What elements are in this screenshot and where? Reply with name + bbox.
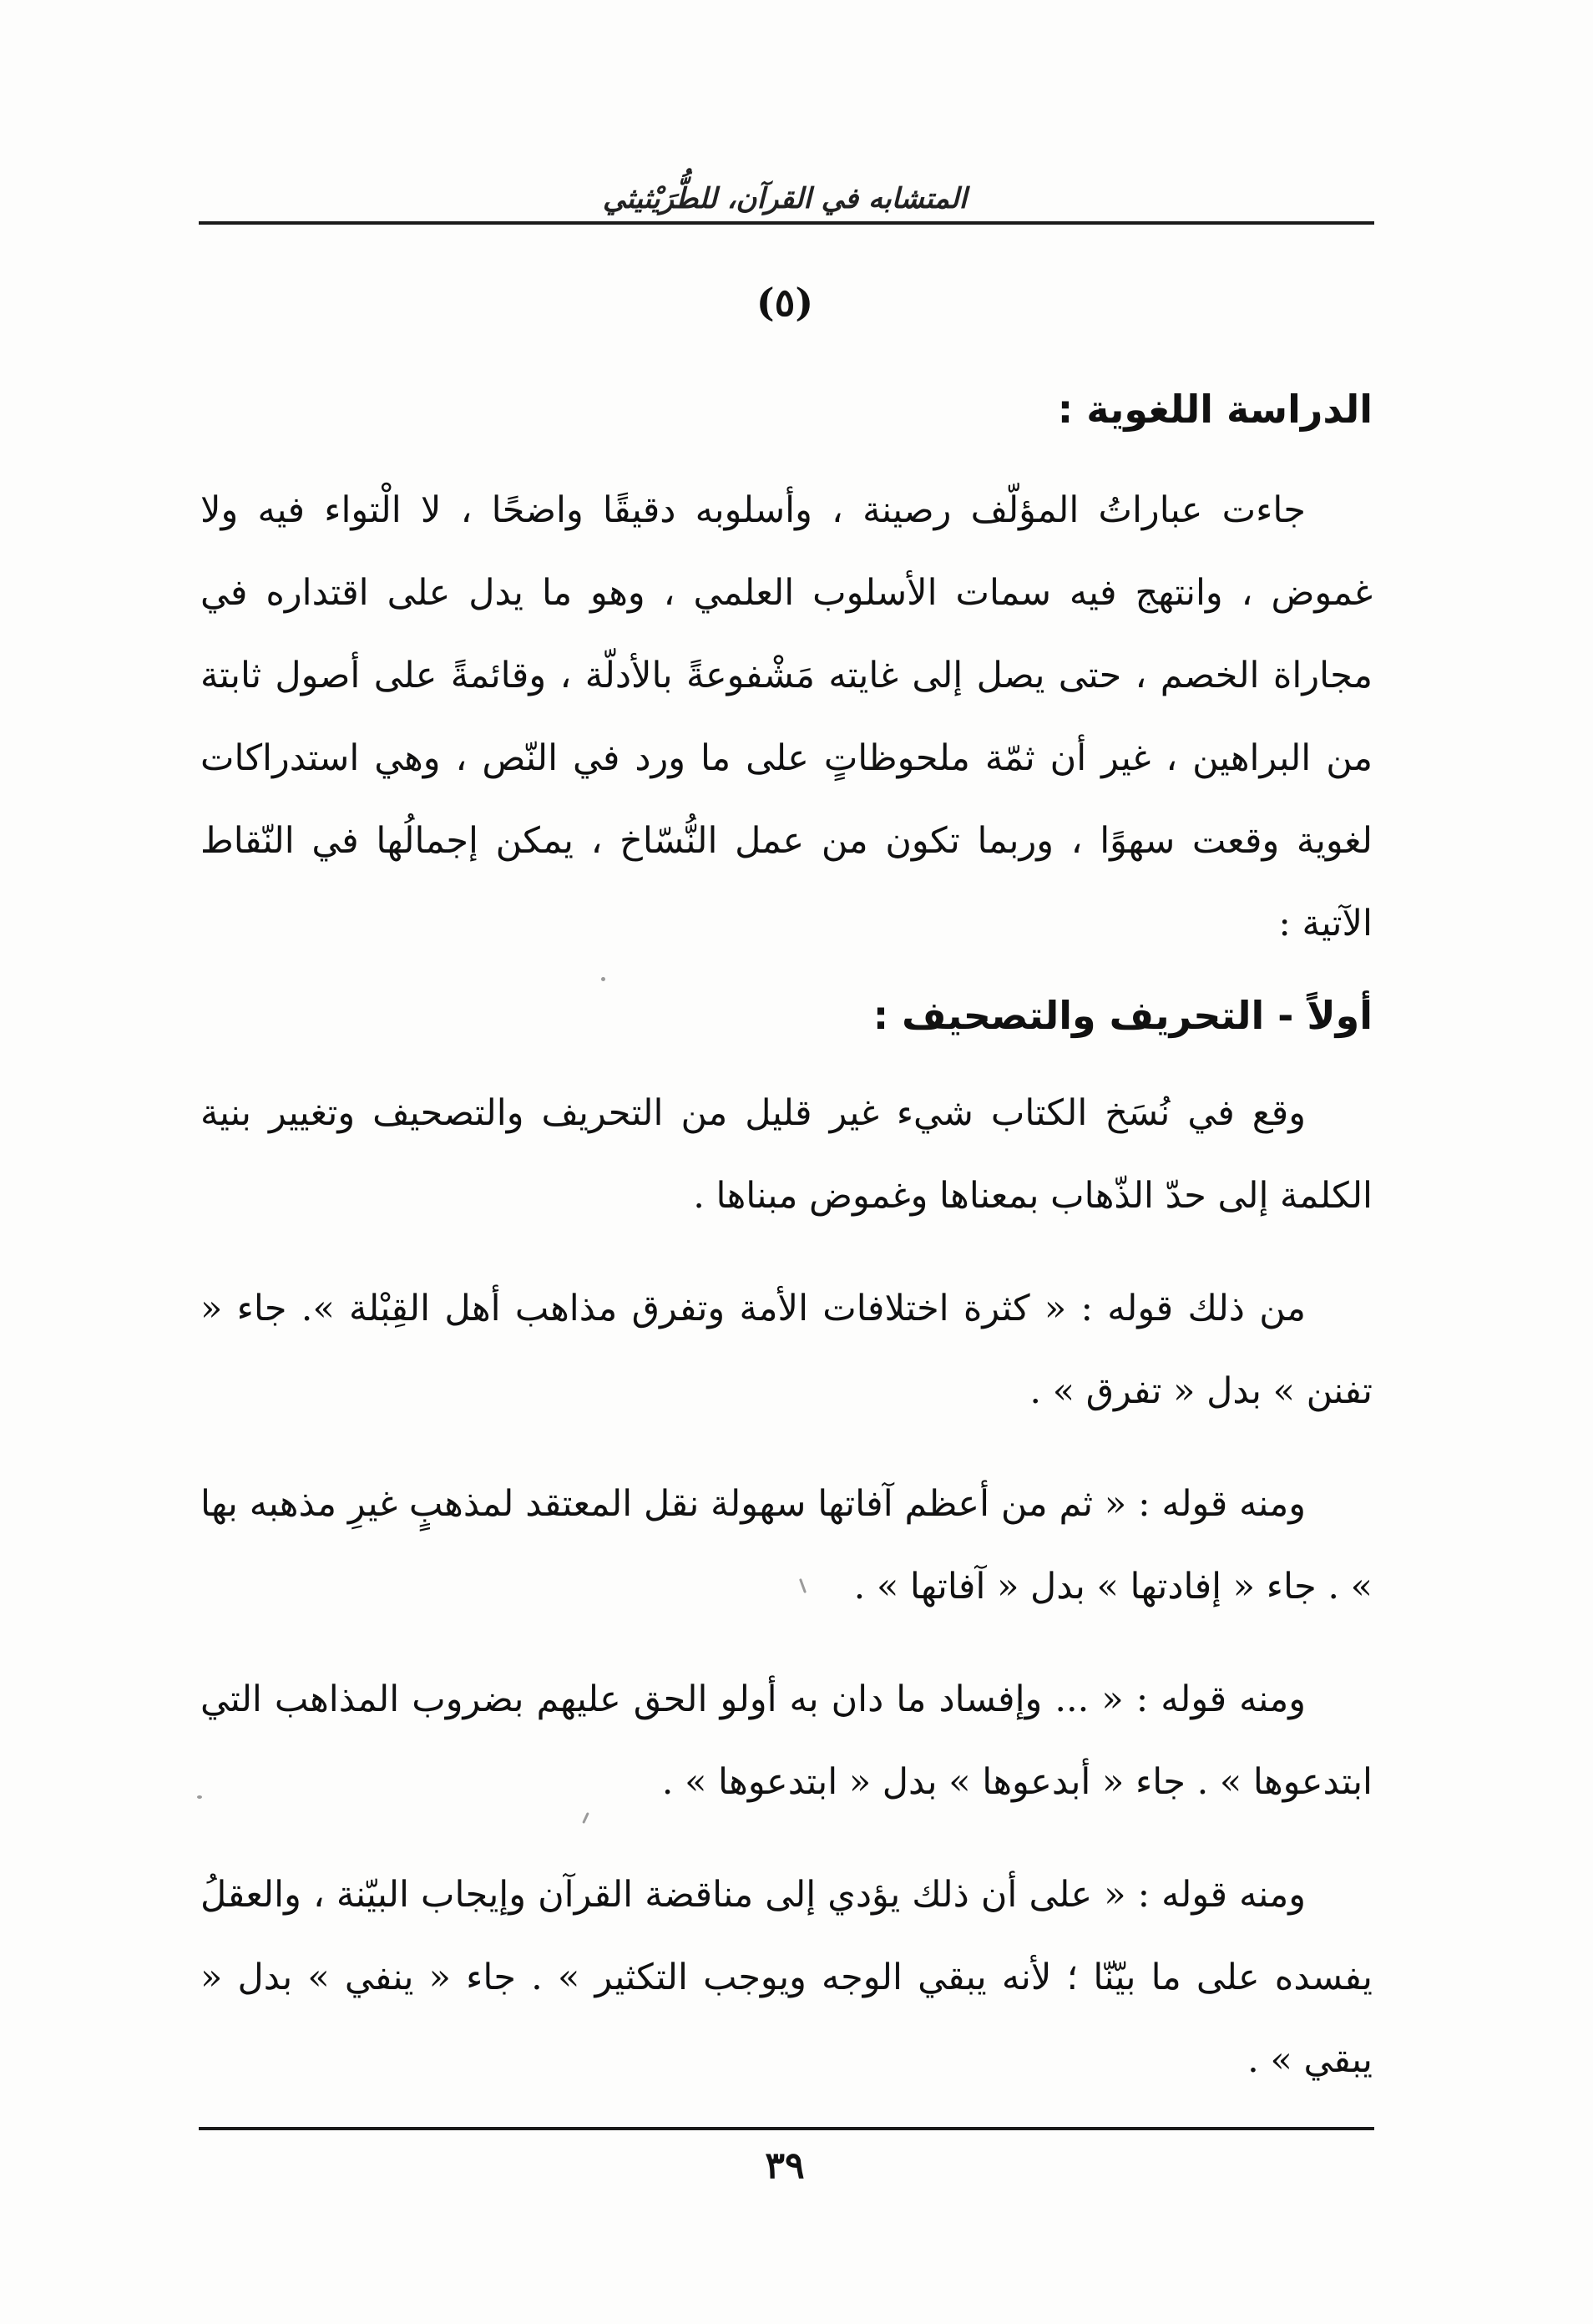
header-rule — [199, 221, 1374, 225]
paragraph-4: ومنه قوله : « ثم من أعظم آفاتها سهولة نقل المعتقد لمذهبٍ غيرِ مذهبه بها » . جاء « إفادتها » بدل « آفاتها » . — [200, 1483, 1373, 1608]
footer-rule — [199, 2127, 1374, 2130]
heading-linguistic-study: الدراسة اللغوية : — [1057, 387, 1373, 432]
paragraph-3: من ذلك قوله : « كثرة اختلافات الأمة وتفرق مذاهب أهل القِبْلة ». جاء « تفنن » بدل « تفرق » . — [200, 1288, 1373, 1412]
scan-speck — [601, 977, 605, 981]
paragraph-6: ومنه قوله : « على أن ذلك يؤدي إلى مناقضة القرآن وإيجاب البيّنة ، والعقلُ يفسده على ما بيّنّا ؛ لأنه يبقي الوجه ويوجب التكثير » . جاء « ينفي » بدل « يبقي » . — [200, 1874, 1373, 2081]
running-header: المتشابه في القرآن، للطُّرَيْثيثي — [602, 182, 968, 215]
scan-speck — [197, 1795, 202, 1799]
paragraph-1: جاءت عباراتُ المؤلّف رصينة ، وأسلوبه دقيقًا واضحًا ، لا الْتواء فيه ولا غموض ، وانتهج فيه سمات الأسلوب العلمي ، وهو ما يدل على اقتداره في مجاراة الخصم ، حتى يصل إلى غايته مَشْفوعةً بالأدلّة ، وقائمةً على أصول ثابتة من البراهين ، غير أن ثمّة ملحوظاتٍ على ما ورد في النّص ، وهي استدراكات لغوية وقعت سهوًا ، وربما تكون من عمل النُّسّاخ ، يمكن إجمالُها في النّقاط الآتية : — [200, 489, 1373, 944]
paragraph-2: وقع في نُسَخ الكتاب شيء غير قليل من التحريف والتصحيف وتغيير بنية الكلمة إلى حدّ الذّهاب بمعناها وغموض مبناها . — [200, 1092, 1373, 1217]
heading-distortion: أولاً - التحريف والتصحيف : — [872, 993, 1373, 1038]
page-body — [200, 367, 1373, 2102]
section-number: (٥) — [756, 280, 814, 325]
paragraph-5: ومنه قوله : « ... وإفساد ما دان به أولو الحق عليهم بضروب المذاهب التي ابتدعوها » . جاء « أبدعوها » بدل « ابتدعوها » . — [200, 1678, 1373, 1803]
page-number: ٣٩ — [765, 2144, 805, 2187]
